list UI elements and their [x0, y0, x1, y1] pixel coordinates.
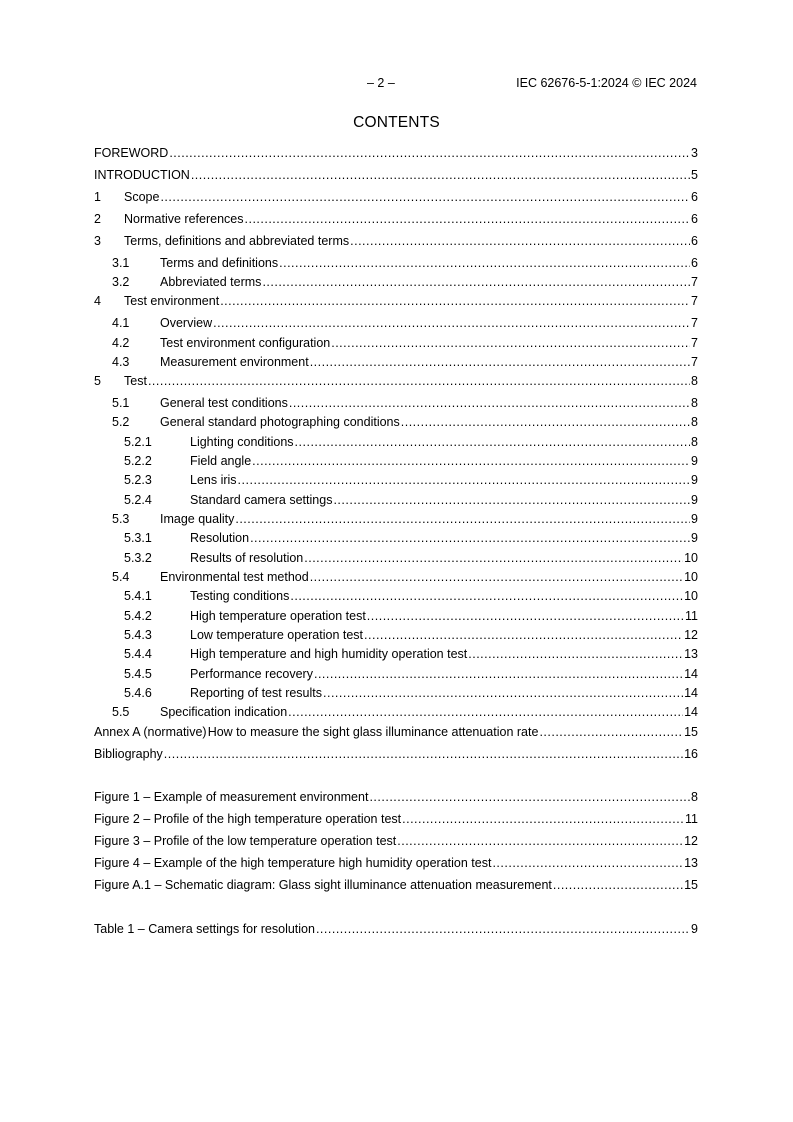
toc-entry-page: 6 [691, 190, 698, 204]
toc-entry-title: Overview [160, 316, 213, 330]
dot-leader [252, 453, 690, 469]
toc-entry-page: 6 [691, 256, 698, 270]
toc-entry-number: 4.1 [112, 316, 130, 330]
page-number: – 2 – [367, 76, 395, 90]
toc-entry-page: 7 [691, 316, 698, 330]
toc-entry-title: Scope [124, 190, 160, 204]
toc-entry[interactable] [94, 145, 698, 161]
toc-entry-page: 13 [684, 647, 698, 661]
dot-leader [367, 608, 684, 624]
dot-leader [245, 211, 691, 227]
toc-entry-title: Environmental test method [160, 570, 309, 584]
toc-entry[interactable] [112, 704, 698, 720]
toc-entry[interactable] [94, 189, 698, 205]
dot-leader [235, 511, 690, 527]
toc-entry[interactable] [124, 550, 698, 566]
toc-entry[interactable] [124, 588, 698, 604]
toc-entry-page: 12 [684, 628, 698, 642]
dot-leader [290, 588, 683, 604]
toc-entry-number: 5.4.3 [124, 628, 152, 642]
toc-entry-page: 16 [684, 747, 698, 761]
toc-entry-number: 2 [94, 212, 101, 226]
toc-entry-number: 5 [94, 374, 101, 388]
dot-leader [262, 274, 690, 290]
toc-entry-title: Test [124, 374, 147, 388]
figure-entry-page: 11 [685, 812, 698, 826]
toc-entry[interactable] [124, 685, 698, 701]
toc-entry[interactable] [94, 233, 698, 249]
toc-entry-number: 5.3.1 [124, 531, 152, 545]
toc-entry-number: 5.3.2 [124, 551, 152, 565]
toc-entry-title: Lighting conditions [190, 435, 294, 449]
toc-entry-title: Test environment configuration [160, 336, 331, 350]
figure-entry-title: Figure 3 – Profile of the low temperature operation test [94, 834, 397, 848]
toc-entry-title: INTRODUCTION [94, 168, 190, 182]
dot-leader [295, 434, 691, 450]
toc-entry[interactable] [124, 453, 698, 469]
dot-leader [539, 724, 683, 740]
toc-entry-number: 5.4 [112, 570, 130, 584]
toc-entry[interactable] [112, 354, 698, 370]
toc-entry-title: Testing conditions [190, 589, 290, 603]
toc-entry-title: General test conditions [160, 396, 288, 410]
toc-entry-number: 3 [94, 234, 101, 248]
annex-label: Annex A (normative) [94, 725, 207, 739]
toc-entry-title: Terms, definitions and abbreviated terms [124, 234, 350, 248]
toc-entry-page: 8 [691, 396, 698, 410]
toc-entry-page: 9 [691, 473, 698, 487]
toc-entry-page: 7 [691, 294, 698, 308]
toc-entry[interactable] [112, 335, 698, 351]
toc-entry-number: 5.1 [112, 396, 130, 410]
toc-entry-page: 8 [691, 415, 698, 429]
toc-entry[interactable] [94, 167, 698, 183]
toc-entry-title: Image quality [160, 512, 235, 526]
toc-entry-page: 7 [691, 336, 698, 350]
dot-leader [169, 145, 690, 161]
toc-entry[interactable] [124, 666, 698, 682]
dot-leader [310, 354, 690, 370]
toc-entry[interactable] [124, 646, 698, 662]
dot-leader [160, 189, 690, 205]
toc-entry-page: 9 [691, 454, 698, 468]
toc-entry[interactable] [112, 315, 698, 331]
toc-entry-page: 15 [684, 725, 698, 739]
toc-entry[interactable] [112, 274, 698, 290]
toc-entry-bibliography[interactable] [94, 746, 698, 762]
figure-entry-title: Figure 2 – Profile of the high temperature operation test [94, 812, 402, 826]
toc-entry-title: Low temperature operation test [190, 628, 364, 642]
toc-entry[interactable] [124, 627, 698, 643]
toc-entry-number: 3.1 [112, 256, 130, 270]
toc-entry-title: High temperature operation test [190, 609, 366, 623]
toc-entry-page: 7 [691, 355, 698, 369]
toc-entry-title: Reporting of test results [190, 686, 323, 700]
dot-leader [316, 921, 690, 937]
toc-entry-title: General standard photographing conditions [160, 415, 400, 429]
table-entry-title: Table 1 – Camera settings for resolution [94, 922, 315, 936]
toc-entry-page: 11 [685, 609, 698, 623]
figure-entry-page: 8 [691, 790, 698, 804]
dot-leader [304, 550, 683, 566]
dot-leader [191, 167, 690, 183]
dot-leader [288, 704, 683, 720]
toc-entry-page: 10 [684, 551, 698, 565]
toc-entry[interactable] [112, 395, 698, 411]
table-entry-page: 9 [691, 922, 698, 936]
toc-entry-title: Field angle [190, 454, 252, 468]
dot-leader [492, 855, 683, 871]
figure-entry-page: 12 [684, 834, 698, 848]
dot-leader [310, 569, 683, 585]
toc-entry-title: Abbreviated terms [160, 275, 262, 289]
toc-entry[interactable] [124, 492, 698, 508]
toc-entry[interactable] [112, 414, 698, 430]
toc-entry[interactable] [112, 511, 698, 527]
toc-entry-number: 5.3 [112, 512, 130, 526]
dot-leader [289, 395, 690, 411]
toc-entry-title: Performance recovery [190, 667, 313, 681]
toc-entry-page: 14 [684, 667, 698, 681]
toc-entry-page: 10 [684, 570, 698, 584]
toc-entry-title: FOREWORD [94, 146, 169, 160]
toc-entry-number: 5.2 [112, 415, 130, 429]
figure-entry-title: Figure 4 – Example of the high temperature high humidity operation test [94, 856, 492, 870]
toc-entry-number: 5.2.1 [124, 435, 152, 449]
toc-entry-number: 5.2.4 [124, 493, 152, 507]
figure-entry-page: 15 [684, 878, 698, 892]
toc-entry-number: 5.5 [112, 705, 130, 719]
toc-entry-title: Results of resolution [190, 551, 304, 565]
dot-leader [314, 666, 683, 682]
figure-entry[interactable] [94, 811, 698, 827]
toc-entry[interactable] [94, 211, 698, 227]
page-header [0, 76, 793, 92]
dot-leader [331, 335, 690, 351]
toc-entry-page: 9 [691, 531, 698, 545]
toc-entry-title: Specification indication [160, 705, 288, 719]
toc-entry-number: 4.3 [112, 355, 130, 369]
toc-entry-page: 14 [684, 705, 698, 719]
toc-entry[interactable] [124, 472, 698, 488]
table-entry[interactable] [94, 921, 698, 937]
toc-entry-title: Bibliography [94, 747, 163, 761]
dot-leader [553, 877, 683, 893]
dot-leader [333, 492, 690, 508]
toc-entry-page: 3 [691, 146, 698, 160]
toc-entry-title: Terms and definitions [160, 256, 279, 270]
document-id: IEC 62676-5-1:2024 © IEC 2024 [516, 76, 697, 90]
dot-leader [402, 811, 684, 827]
toc-entry[interactable] [112, 569, 698, 585]
dot-leader [250, 530, 690, 546]
toc-entry-page: 10 [684, 589, 698, 603]
dot-leader [148, 373, 690, 389]
toc-entry-title: Measurement environment [160, 355, 309, 369]
toc-entry-title: Normative references [124, 212, 244, 226]
toc-entry-number: 4 [94, 294, 101, 308]
toc-entry-page: 5 [691, 168, 698, 182]
dot-leader [323, 685, 683, 701]
toc-entry[interactable] [112, 255, 698, 271]
annex-title: How to measure the sight glass illuminance attenuation rate [207, 725, 539, 739]
toc-entry-page: 8 [691, 374, 698, 388]
toc-entry-number: 3.2 [112, 275, 130, 289]
toc-entry-page: 9 [691, 493, 698, 507]
dot-leader [350, 233, 690, 249]
toc-entry-page: 6 [691, 212, 698, 226]
toc-entry-page: 8 [691, 435, 698, 449]
dot-leader [369, 789, 690, 805]
toc-entry-page: 6 [691, 234, 698, 248]
toc-entry[interactable] [94, 293, 698, 309]
toc-entry-page: 9 [691, 512, 698, 526]
toc-entry-title: Standard camera settings [190, 493, 333, 507]
dot-leader [279, 255, 690, 271]
figure-entry[interactable] [94, 855, 698, 871]
figure-entry-page: 13 [684, 856, 698, 870]
figure-entry[interactable] [94, 833, 698, 849]
figure-entry-title: Figure A.1 – Schematic diagram: Glass sight illuminance attenuation measurement [94, 878, 552, 892]
toc-entry-number: 5.4.5 [124, 667, 152, 681]
toc-entry-title: High temperature and high humidity operation test [190, 647, 468, 661]
dot-leader [238, 472, 691, 488]
toc-entry[interactable] [94, 373, 698, 389]
figure-entry[interactable] [94, 877, 698, 893]
toc-entry-page: 14 [684, 686, 698, 700]
toc-entry-number: 5.4.4 [124, 647, 152, 661]
dot-leader [220, 293, 690, 309]
dot-leader [364, 627, 683, 643]
dot-leader [401, 414, 690, 430]
toc-entry-number: 4.2 [112, 336, 130, 350]
toc-entry-annex-a[interactable] [94, 724, 698, 740]
dot-leader [468, 646, 683, 662]
toc-entry-number: 5.2.2 [124, 454, 152, 468]
toc-entry[interactable] [124, 608, 698, 624]
toc-entry-number: 5.4.6 [124, 686, 152, 700]
dot-leader [213, 315, 690, 331]
figure-entry[interactable] [94, 789, 698, 805]
toc-entry[interactable] [124, 434, 698, 450]
figure-entry-title: Figure 1 – Example of measurement environment [94, 790, 369, 804]
toc-entry-title: Lens iris [190, 473, 237, 487]
toc-entry-number: 5.4.2 [124, 609, 152, 623]
toc-entry-title: Resolution [190, 531, 250, 545]
toc-entry-number: 1 [94, 190, 101, 204]
toc-entry-number: 5.2.3 [124, 473, 152, 487]
toc-entry-number: 5.4.1 [124, 589, 152, 603]
toc-title: CONTENTS [353, 114, 440, 131]
toc-entry-page: 7 [691, 275, 698, 289]
dot-leader [164, 746, 683, 762]
dot-leader [397, 833, 683, 849]
toc-entry[interactable] [124, 530, 698, 546]
toc-entry-title: Test environment [124, 294, 220, 308]
